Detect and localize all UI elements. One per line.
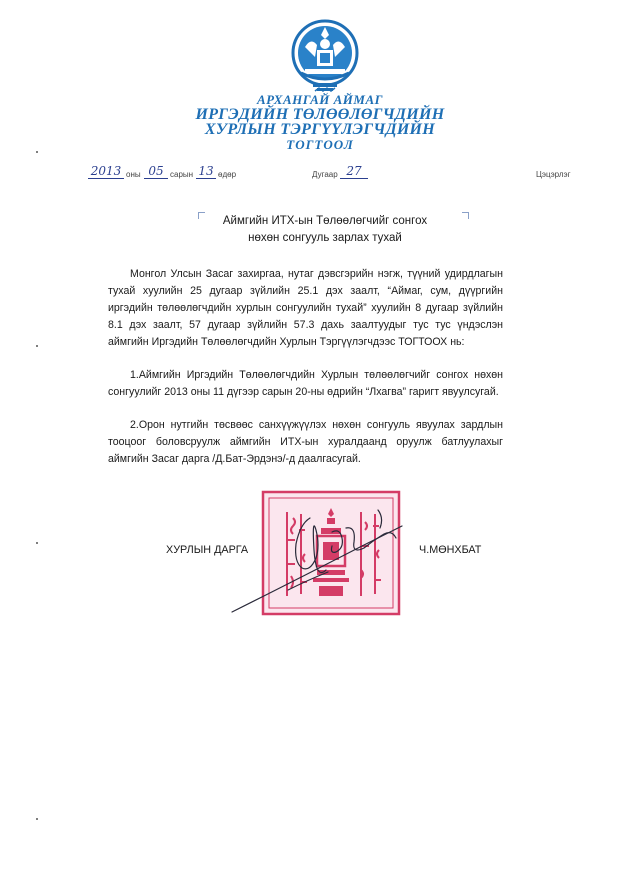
number-label: Дугаар (312, 170, 338, 179)
month-value: 05 (144, 164, 168, 179)
preamble-paragraph: Монгол Улсын Засаг захиргаа, нутаг дэвсгэрийн нэгж, түүний удирдлагын тухай хуулийн 25 дугаар зүйлийн 25.1 дэх заалт, “Аймаг, сум, дүүргийн иргэдийн төлөөлөгчдийн хурлын сонгуулийн тухай” хуулийн 8 дугаар зүйлийн 8.1 дэх заалт, 57 дугаар зүйлийн 57.3 дахь заалтуудыг тус тус үндэслэн аймгийн Иргэдийн Төлөөлөгчдийн Хурлын Тэргүүлэгчдээс ТОГТООХ нь: (108, 268, 503, 348)
margin-dot (36, 818, 38, 820)
margin-dot (36, 542, 38, 544)
number-value: 27 (340, 164, 368, 179)
header-council-line2: ХУРЛЫН ТЭРГҮҮЛЭГЧДИЙН (204, 121, 436, 138)
margin-dot (36, 345, 38, 347)
year-label: оны (126, 170, 141, 179)
header-council-line1: ИРГЭДИЙН ТӨЛӨӨЛӨГЧДИЙН (195, 106, 445, 123)
header-resolution: ТОГТООЛ (286, 137, 354, 152)
title-line2: нөхөн сонгууль зарлах тухай (248, 232, 402, 244)
date-row (88, 164, 578, 182)
item-1-paragraph: 1.Аймгийн Иргэдийн Төлөөлөгчдийн Хурлын төлөөлөгчийг сонгох нөхөн сонгуулийг 2013 оны 11 дүгээр сарын 20-ны өдрийн “Лхагва” гаригт явуулсугай. (108, 369, 503, 398)
title-line1: Аймгийн ИТХ-ын Төлөөлөгчийг сонгох (222, 215, 428, 227)
document-header (0, 92, 640, 152)
month-label: сарын (170, 170, 194, 179)
margin-dot (36, 151, 38, 153)
day-label: өдөр (218, 170, 237, 179)
year-value: 2013 (88, 164, 124, 179)
resolution-body (108, 266, 503, 484)
place-label: Цэцэрлэг (536, 170, 571, 179)
day-value: 13 (196, 164, 216, 179)
signatory-name: Ч.МӨНХБАТ (419, 544, 482, 556)
resolution-title (140, 213, 510, 247)
state-emblem-icon (291, 17, 359, 95)
handwritten-signature (228, 500, 428, 620)
signature-title: ХУРЛЫН ДАРГА (166, 544, 249, 556)
header-province: АРХАНГАЙ АЙМАГ (256, 92, 384, 107)
item-2-paragraph: 2.Орон нутгийн төсвөөс санхүүжүүлэх нөхөн сонгууль явуулах зардлын тооцоог боловсруулж аймгийн ИТХ-ын хуралдаанд оруулж батлуулахыг аймгийн Засаг дарга /Д.Бат-Эрдэнэ/-д даалгасугай. (108, 419, 503, 465)
